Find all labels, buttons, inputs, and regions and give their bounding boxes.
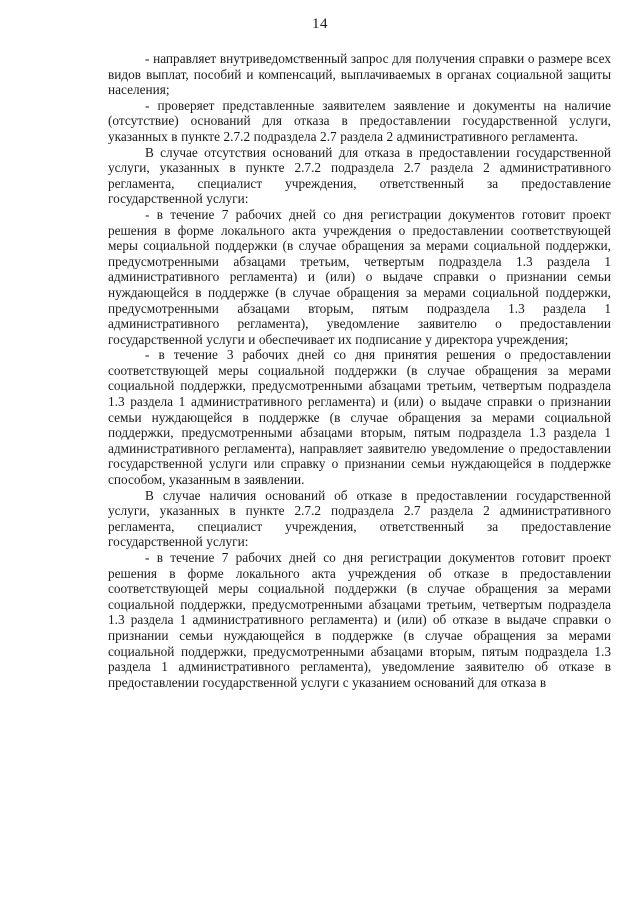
document-body (108, 51, 611, 690)
paragraph-no-grounds-for-refusal: В случае отсутствия оснований для отказа в предоставлении государственной услуги, указанных в пункте 2.7.2 подраздела 2.7 раздела 2 административного регламента, специалист учреждения, ответственный за предоставление государственной услуги: (108, 144, 611, 207)
paragraph-check-documents: - проверяет представленные заявителем заявление и документы на наличие (отсутствие) оснований для отказа в предоставлении государственной услуги, указанных в пункте 2.7.2 подраздела 2.7 раздела 2 административного регламента. (108, 97, 611, 144)
page-number: 14 (312, 16, 328, 32)
paragraph-request-payment-certificate: - направляет внутриведомственный запрос для получения справки о размере всех видов выплат, пособий и компенсаций, выплачиваемых в органах социальной защиты населения; (108, 51, 611, 98)
paragraph-prepare-decision-7-days: - в течение 7 рабочих дней со дня регистрации документов готовит проект решения в форме локального акта учреждения о предоставлении соответствующей меры социальной поддержки (в случае обращения за мерами социальной поддержки, предусмотренными абзацами третьим, четвертым подраздела 1.3 раздела 1 административного регламента) и (или) о выдаче справки о признании семьи нуждающейся в поддержке (в случае обращения за мерами социальной поддержки, предусмотренными абзацами вторым, пятым подраздела 1.3 раздела 1 административного регламента), уведомление заявителю о предоставлении государственной услуги и обеспечивает их подписание у директора учреждения; (108, 206, 611, 347)
paragraph-prepare-refusal-7-days: - в течение 7 рабочих дней со дня регистрации документов готовит проект решения в форме локального акта учреждения об отказе в предоставлении соответствующей меры социальной поддержки (в случае обращения за мерами социальной поддержки, предусмотренными абзацами третьим, четвертым подраздела 1.3 раздела 1 административного регламента) и (или) об отказе в выдаче справки о признании семьи нуждающейся в поддержке (в случае обращения за мерами социальной поддержки, предусмотренными абзацами вторым, пятым подраздела 1.3 раздела 1 административного регламента), уведомление заявителю об отказе в предоставлении государственной услуги с указанием оснований для отказа в (108, 550, 611, 690)
paragraph-send-notice-3-days: - в течение 3 рабочих дней со дня принятия решения о предоставлении соответствующей меры социальной поддержки (в случае обращения за мерами социальной поддержки, предусмотренными абзацами третьим, четвертым подраздела 1.3 раздела 1 административного регламента) и (или) о выдаче справки о признании семьи нуждающейся в поддержке (в случае обращения за мерами социальной поддержки, предусмотренными абзацами вторым, пятым подраздела 1.3 раздела 1 административного регламента), направляет заявителю уведомление о предоставлении государственной услуги или справку о признании семьи нуждающейся в поддержке способом, указанным в заявлении. (108, 347, 611, 488)
paragraph-grounds-for-refusal: В случае наличия оснований об отказе в предоставлении государственной услуги, указанных в пункте 2.7.2 подраздела 2.7 раздела 2 административного регламента, специалист учреждения, ответственный за предоставление государственной услуги: (108, 487, 611, 550)
